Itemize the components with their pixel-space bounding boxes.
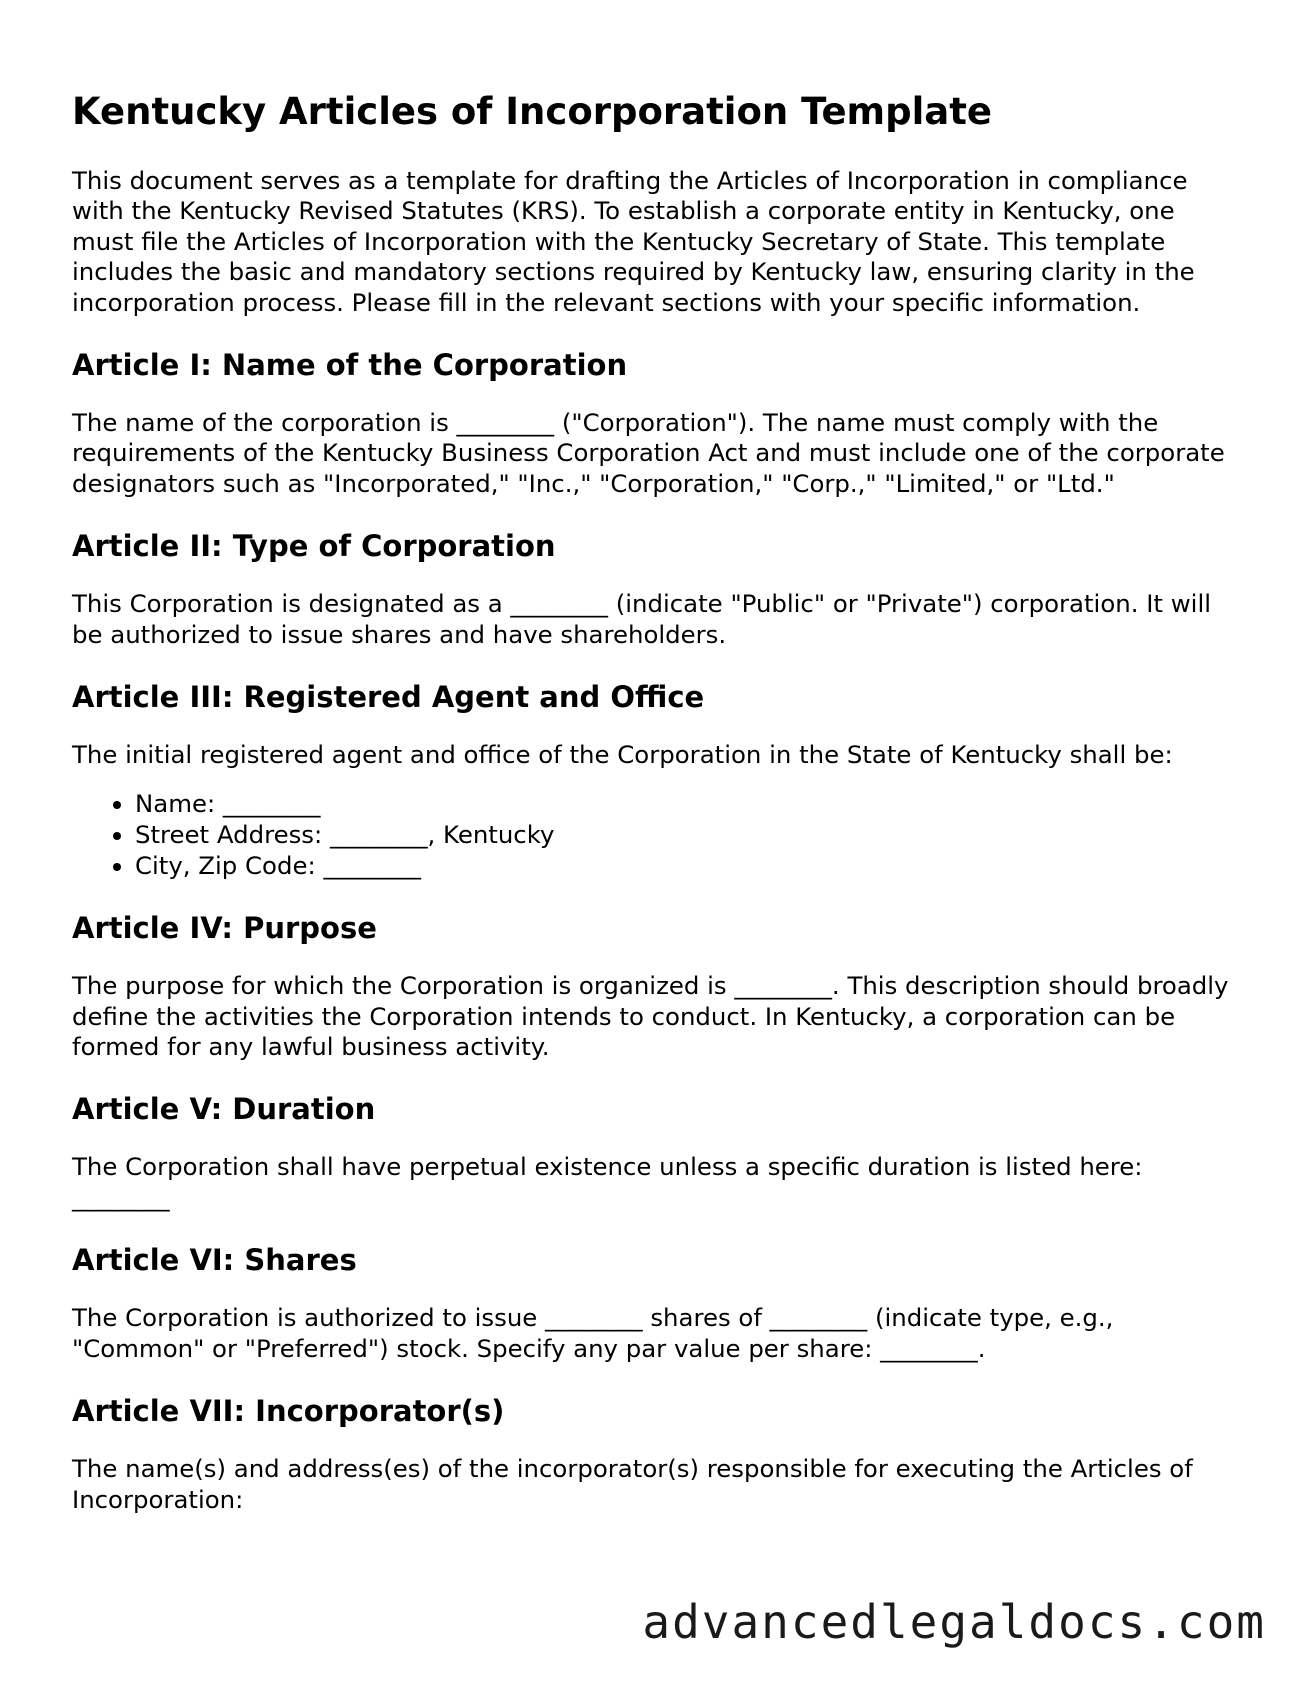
article-5-text: The Corporation shall have perpetual existence unless a specific duration is listed here: ________ [72, 1152, 1143, 1212]
article-7-text: The name(s) and address(es) of the incorporator(s) responsible for executing the Articles of Incorporation: [72, 1454, 1193, 1514]
article-5-heading: Article V: Duration [72, 1092, 376, 1127]
article-1-text: The name of the corporation is ________ ("Corporation"). The name must comply with the requirements of the Kentucky Business Corporation Act and must include one of the corporate designators such as "Incorporated," "Inc.," "Corporation," "Corp.," "Limited," or "Ltd." [72, 408, 1225, 498]
document-title: Kentucky Articles of Incorporation Template [72, 90, 993, 133]
article-5-section [72, 1091, 1242, 1213]
registered-agent-list [72, 789, 1242, 881]
list-item: • Street Address: ________, Kentucky [135, 820, 1242, 851]
article-4-text: The purpose for which the Corporation is organized is ________. This description should broadly define the activities the Corporation intends to conduct. In Kentucky, a corporation can be formed for any lawful business activity. [72, 971, 1229, 1062]
intro-paragraph: This document serves as a template for drafting the Articles of Incorporation in compliance with the Kentucky Revised Statutes (KRS). To establish a corporate entity in Kentucky, one must file the Articles of Incorporation with the Kentucky Secretary of State. This template includes the basic and mandatory sections required by Kentucky law, ensuring clarity in the incorporation process. Please fill in the relevant sections with your specific information. [72, 166, 1195, 317]
article-4-section [72, 910, 1242, 1062]
article-2-text: This Corporation is designated as a ________ (indicate "Public" or "Private") corporation. It will be authorized to issue shares and have shareholders. [72, 589, 1212, 649]
site-watermark: advancedlegaldocs.com [642, 1595, 1266, 1649]
article-4-heading: Article IV: Purpose [72, 911, 377, 946]
article-2-section [72, 528, 1242, 650]
article-7-heading: Article VII: Incorporator(s) [72, 1394, 505, 1429]
list-item: • City, Zip Code: ________ [135, 851, 1242, 882]
article-6-section [72, 1242, 1242, 1364]
article-3-heading: Article III: Registered Agent and Office [72, 680, 705, 715]
article-3-text: The initial registered agent and office of the Corporation in the State of Kentucky shall be: [72, 740, 1173, 770]
article-1-section [72, 347, 1242, 499]
document-page [72, 88, 1242, 1544]
article-6-text: The Corporation is authorized to issue ________ shares of ________ (indicate type, e.g., "Common" or "Preferred") stock. Specify any par value per share: ________. [72, 1303, 1114, 1363]
article-7-section [72, 1393, 1242, 1515]
article-2-heading: Article II: Type of Corporation [72, 529, 556, 564]
article-1-heading: Article I: Name of the Corporation [72, 348, 628, 383]
article-6-heading: Article VI: Shares [72, 1243, 357, 1278]
article-3-section [72, 679, 1242, 881]
list-item: • Name: ________ [135, 789, 1242, 820]
